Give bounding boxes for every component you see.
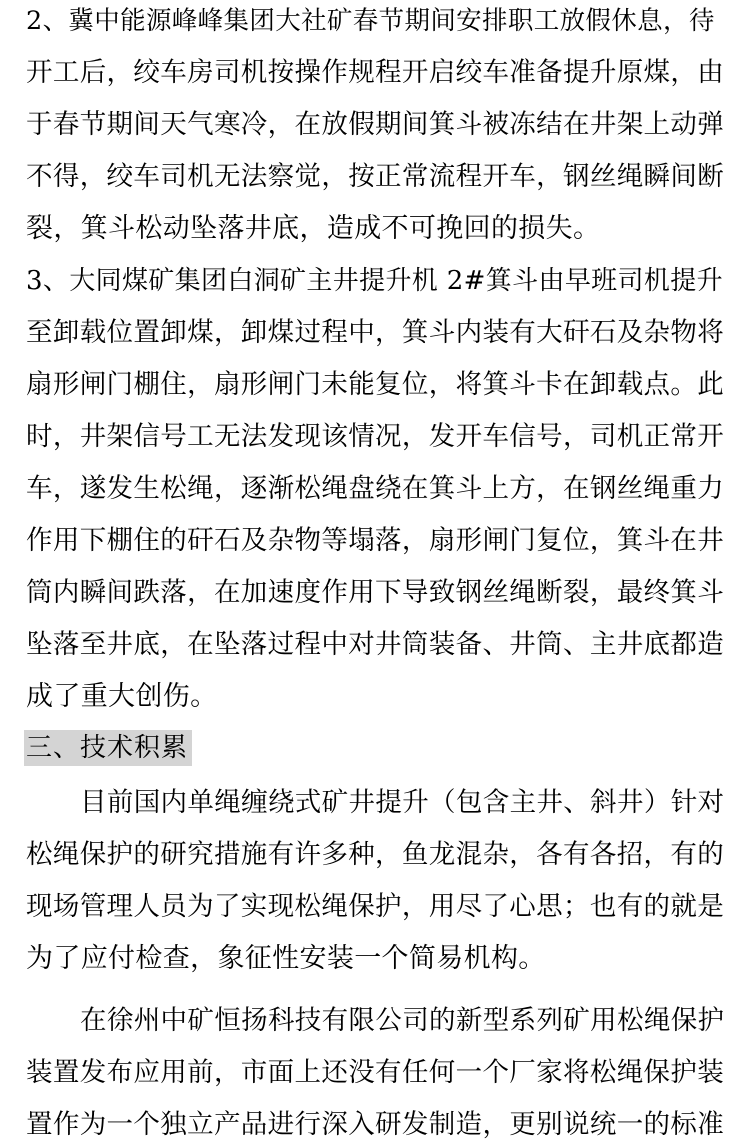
text-line: 3、大同煤矿集团白洞矿主井提升机 2#箕斗由早班司机提升 <box>26 266 723 296</box>
text-line: 松绳保护的研究措施有许多种，鱼龙混杂，各有各招，有的 <box>26 839 725 870</box>
text-line: 裂，箕斗松动坠落井底，造成不可挽回的损失。 <box>26 213 601 244</box>
text-line: 筒内瞬间跌落，在加速度作用下导致钢丝绳断裂，最终箕斗 <box>26 577 725 608</box>
text-line: 不得，绞车司机无法察觉，按正常流程开车，钢丝绳瞬间断 <box>26 161 725 192</box>
text-line: 置作为一个独立产品进行深入研发制造，更别说统一的标准 <box>26 1109 725 1140</box>
text-line: 成了重大创伤。 <box>26 681 218 712</box>
text-line: 目前国内单绳缠绕式矿井提升（包含主井、斜井）针对 <box>80 787 725 818</box>
text-line: 时，井架信号工无法发现该情况，发开车信号，司机正常开 <box>26 421 725 452</box>
text-line: 至卸载位置卸煤，卸煤过程中，箕斗内装有大矸石及杂物将 <box>26 317 725 348</box>
text-line: 装置发布应用前，市面上还没有任何一个厂家将松绳保护装 <box>26 1057 725 1088</box>
text-line: 在徐州中矿恒扬科技有限公司的新型系列矿用松绳保护 <box>80 1005 725 1036</box>
text-line: 现场管理人员为了实现松绳保护，用尽了心思；也有的就是 <box>26 891 725 922</box>
text-line: 为了应付检查，象征性安装一个简易机构。 <box>26 943 546 974</box>
text-line: 2、冀中能源峰峰集团大社矿春节期间安排职工放假休息，待 <box>26 6 715 36</box>
section-heading: 三、技术积累 <box>24 730 192 766</box>
text-line: 开工后，绞车房司机按操作规程开启绞车准备提升原煤，由 <box>26 57 725 88</box>
text-line: 车，遂发生松绳，逐渐松绳盘绕在箕斗上方，在钢丝绳重力 <box>26 473 725 504</box>
text-line: 作用下棚住的矸石及杂物等塌落，扇形闸门复位，箕斗在井 <box>26 525 725 556</box>
text-line: 扇形闸门棚住，扇形闸门未能复位，将箕斗卡在卸载点。此 <box>26 369 725 400</box>
text-line: 于春节期间天气寒冷，在放假期间箕斗被冻结在井架上动弹 <box>26 109 725 140</box>
text-line: 坠落至井底，在坠落过程中对井筒装备、井筒、主井底都造 <box>26 629 725 660</box>
